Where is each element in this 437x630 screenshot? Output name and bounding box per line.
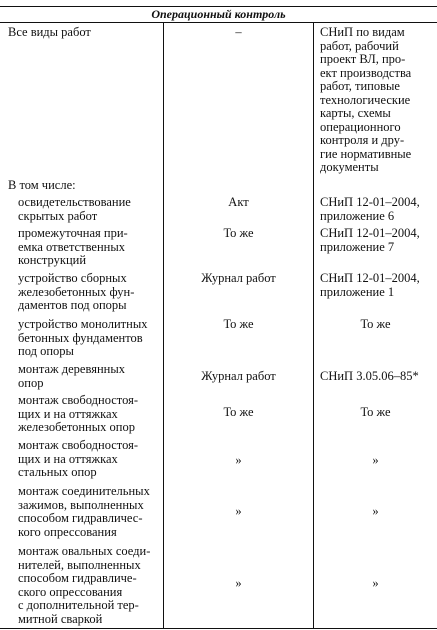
row-document: Журнал работ — [201, 369, 276, 383]
row-reference: СНиП 3.05.06–85* — [320, 369, 419, 383]
row-work: Все виды работ — [8, 25, 91, 39]
row-work: устройство монолитных бетонных фундаментов под опоры — [18, 317, 148, 358]
row-work: монтаж свободностоя- щих и на оттяжках стальных опор — [18, 438, 139, 479]
row-work: устройство сборных железобетонных фун- даментов под опоры — [18, 271, 135, 312]
row-document: » — [235, 453, 242, 467]
section-header: Операционный контроль — [151, 7, 286, 21]
header-bottom-border — [0, 22, 437, 23]
row-reference: То же — [360, 317, 391, 331]
row-reference: СНиП 12-01–2004, приложение 6 — [320, 195, 420, 223]
row-work: монтаж овальных соеди- нителей, выполненных способом гидравличе- ского опрессования с дополнительной тер- митной сваркой — [18, 544, 151, 626]
row-work: монтаж соединительных зажимов, выполненных способом гидравличес- кого опрессования — [18, 484, 150, 539]
row-document: – — [235, 25, 242, 39]
row-document: » — [235, 576, 242, 590]
table-bottom-border — [0, 628, 437, 629]
row-document: Акт — [228, 195, 249, 209]
row-reference: СНиП 12-01–2004, приложение 7 — [320, 226, 420, 254]
row-reference: » — [372, 576, 379, 590]
row-document: То же — [223, 226, 254, 240]
row-reference: » — [372, 504, 379, 518]
row-work: промежуточная при- емка ответственных конструкций — [18, 226, 128, 267]
row-work: освидетельствование скрытых работ — [18, 195, 131, 223]
row-document: Журнал работ — [201, 271, 276, 285]
row-reference: СНиП по видам работ, рабочий проект ВЛ, про- ект производства работ, типовые технологические карты, схемы операционного контроля и дру- гие нормативные документы — [320, 25, 412, 174]
row-document: То же — [223, 317, 254, 331]
row-work: монтаж свободностоя- щих и на оттяжках железобетонных опор — [18, 393, 139, 434]
row-reference: То же — [360, 405, 391, 419]
subsection-label: В том числе: — [8, 178, 76, 192]
row-reference: » — [372, 453, 379, 467]
row-document: То же — [223, 405, 254, 419]
row-reference: СНиП 12-01–2004, приложение 1 — [320, 271, 420, 299]
row-work: монтаж деревянных опор — [18, 362, 125, 390]
row-document: » — [235, 504, 242, 518]
